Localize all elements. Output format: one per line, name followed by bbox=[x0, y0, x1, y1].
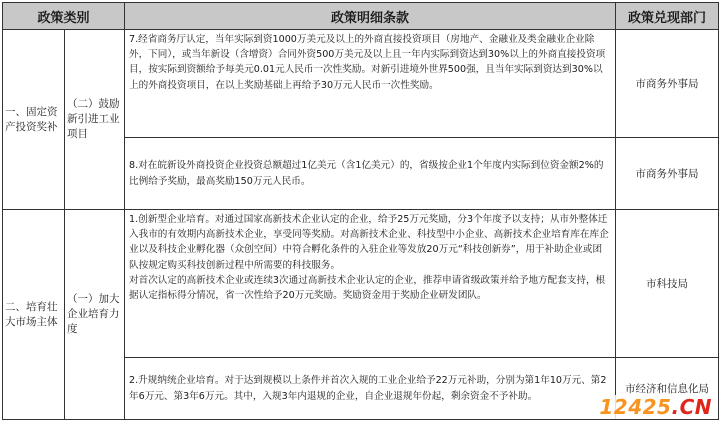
detail-cell: 2.升规纳统企业培育。对于达到规模以上条件并首次入规的工业企业给予22万元补助，分别为第1年10万元、第2年6万元、第3年6万元。其中，入规3年内退规的企业，自企业退规年份起，剩余资金不予补助。 bbox=[125, 358, 616, 420]
category-cell: 二、培育壮大市场主体 bbox=[3, 210, 65, 420]
detail-cell: 8.对在皖新设外商投资企业投资总额超过1亿美元（含1亿美元）的，省级按企业1个年度内实际到位资金额2%的比例给予奖励，最高奖励150万元人民币。 bbox=[125, 138, 616, 210]
department-cell: 市商务外事局 bbox=[616, 30, 719, 138]
header-category: 政策类别 bbox=[3, 3, 125, 30]
subcategory-cell: （二）鼓励新引进工业项目 bbox=[65, 30, 125, 210]
site-watermark bbox=[597, 395, 714, 419]
policy-table bbox=[2, 2, 719, 420]
table-header-row bbox=[3, 3, 719, 30]
table-row bbox=[3, 210, 719, 358]
category-cell: 一、固定资产投资奖补 bbox=[3, 30, 65, 210]
watermark-domain: .CN bbox=[671, 395, 712, 419]
department-cell: 市商务外事局 bbox=[616, 138, 719, 210]
detail-paragraph: 1.创新型企业培育。对通过国家高新技术企业认定的企业，给予25万元奖励，分3个年度予以支持；从市外整体迁入我市的有效期内高新技术企业，享受同等奖励。对高新技术企业、科技型中小企业、高新技术企业培育库在库企业以及科技企业孵化器（众创空间）中符合孵化条件的入驻企业等发放20万元“科技创新券”，用于补助企业或团队按规定购买科技创新过程中所需要的科技服务。 bbox=[129, 214, 609, 271]
watermark-number: 12425 bbox=[599, 395, 672, 419]
detail-cell bbox=[125, 210, 616, 358]
department-cell: 市经济和信息化局 bbox=[616, 358, 719, 420]
department-cell: 市科技局 bbox=[616, 210, 719, 358]
detail-cell: 7.经省商务厅认定，当年实际到资1000万美元及以上的外商直接投资项目（房地产、金融业及类金融业企业除外，下同），或当年新设（含增资）合同外资500万美元及以上且一年内实际到资达到30%以上的外商直接投资项目，按实际到资额给予每美元0.01元人民币一次性奖励。对新引进境外世界500强，且当年实际到资达到30%以上的外商投资项目，在以上奖励基础上再给予30万元人民币一次性奖励。 bbox=[125, 30, 616, 138]
subcategory-cell: （一）加大企业培育力度 bbox=[65, 210, 125, 420]
header-detail: 政策明细条款 bbox=[125, 3, 616, 30]
detail-paragraph: 对首次认定的高新技术企业或连续3次通过高新技术企业认定的企业，推荐申请省级政策并给予地方配套支持，根据认定指标得分情况，省一次性给予20万元奖励。奖励资金用于奖励企业研发团队。 bbox=[129, 274, 606, 302]
header-department: 政策兑现部门 bbox=[616, 3, 719, 30]
table-row bbox=[3, 30, 719, 138]
